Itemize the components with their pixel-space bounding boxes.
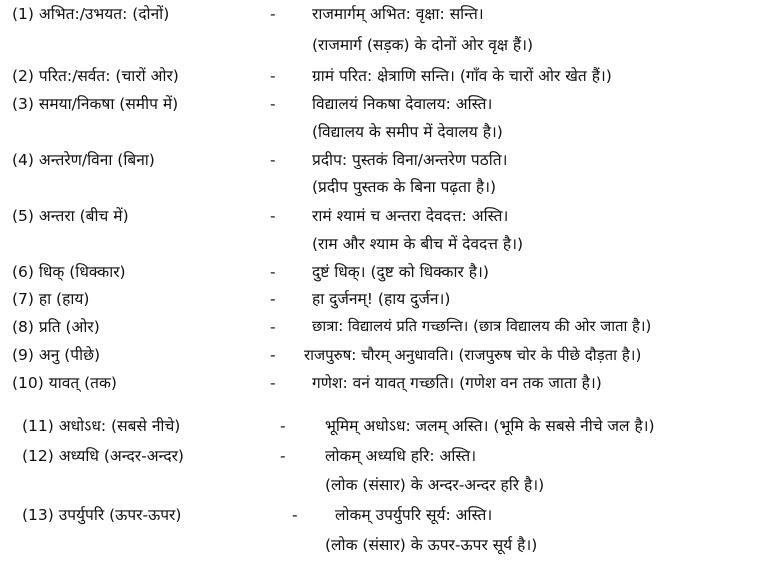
- entry-4-dash: -: [270, 151, 276, 169]
- entry-1-example: राजमार्गम् अभित: वृक्षा: सन्ति।: [312, 5, 484, 23]
- entry-5-term: (5) अन्तरा (बीच में): [12, 207, 129, 225]
- entry-12-term: (12) अध्यधि (अन्दर-अन्दर): [22, 447, 184, 465]
- entry-11-term: (11) अधोऽध: (सबसे नीचे): [22, 417, 181, 435]
- entry-4-example: प्रदीप: पुस्तकं विना/अन्तरेण पठति।: [312, 151, 508, 169]
- entry-12-dash: -: [280, 447, 286, 465]
- entry-10-dash: -: [270, 374, 276, 392]
- entry-12-example: लोकम् अध्यधि हरि: अस्ति।: [325, 447, 477, 465]
- entry-10-example: गणेश: वनं यावत् गच्छति। (गणेश वन तक जाता है।): [312, 374, 602, 392]
- entry-1-dash: -: [270, 5, 276, 23]
- entry-2-term: (2) परित:/सर्वत: (चारों ओर): [12, 67, 179, 85]
- entry-13-term: (13) उपर्युपरि (ऊपर-ऊपर): [22, 506, 182, 524]
- entry-3-translation: (विद्यालय के समीप में देवालय है।): [312, 123, 503, 141]
- entry-13-translation: (लोक (संसार) के ऊपर-ऊपर सूर्य है।): [325, 536, 538, 554]
- entry-8-term: (8) प्रति (ओर): [12, 318, 100, 336]
- entry-7-term: (7) हा (हाय): [12, 290, 90, 308]
- entry-8-example: छात्रा: विद्यालयं प्रति गच्छन्ति। (छात्र विद्यालय की ओर जाता है।): [312, 318, 652, 335]
- entry-10-term: (10) यावत् (तक): [12, 374, 117, 392]
- entry-3-example: विद्यालयं निकषा देवालय: अस्ति।: [312, 95, 493, 113]
- entry-13-dash: -: [292, 506, 298, 524]
- entry-5-translation: (राम और श्याम के बीच में देवदत्त है।): [312, 235, 524, 253]
- entry-9-example: राजपुरुष: चौरम् अनुधावति। (राजपुरुष चोर के पीछे दौड़ता है।): [304, 346, 642, 364]
- entry-13-example: लोकम् उपर्युपरि सूर्य: अस्ति।: [335, 506, 493, 524]
- entry-11-example: भूमिम् अधोऽध: जलम् अस्ति। (भूमि के सबसे नीचे जल है।): [325, 417, 655, 435]
- entry-8-dash: -: [270, 318, 276, 336]
- entry-3-term: (3) समया/निकषा (समीप में): [12, 95, 179, 113]
- entry-6-dash: -: [270, 263, 276, 281]
- entry-11-dash: -: [280, 417, 286, 435]
- entry-5-example: रामं श्यामं च अन्तरा देवदत्त: अस्ति।: [312, 207, 509, 225]
- entry-2-example: ग्रामं परित: क्षेत्राणि सन्ति। (गाँव के चारों ओर खेत हैं।): [312, 67, 612, 85]
- entry-9-term: (9) अनु (पीछे): [12, 346, 101, 364]
- entry-5-dash: -: [270, 207, 276, 225]
- entry-4-translation: (प्रदीप पुस्तक के बिना पढ़ता है।): [312, 178, 497, 196]
- entry-6-example: दुष्टं धिक्। (दुष्ट को धिक्कार है।): [312, 263, 489, 281]
- entry-2-dash: -: [270, 67, 276, 85]
- entry-7-example: हा दुर्जनम्! (हाय दुर्जन।): [312, 290, 451, 308]
- entry-1-term: (1) अभित:/उभयत: (दोनों): [12, 5, 170, 23]
- entry-1-translation: (राजमार्ग (सड़क) के दोनों ओर वृक्ष हैं।): [312, 36, 534, 54]
- entry-9-dash: -: [270, 346, 276, 364]
- entry-3-dash: -: [270, 95, 276, 113]
- entry-4-term: (4) अन्तरेण/विना (बिना): [12, 151, 155, 169]
- entry-6-term: (6) धिक् (धिक्कार): [12, 263, 126, 281]
- entry-7-dash: -: [270, 290, 276, 308]
- entry-12-translation: (लोक (संसार) के अन्दर-अन्दर हरि है।): [325, 476, 545, 494]
